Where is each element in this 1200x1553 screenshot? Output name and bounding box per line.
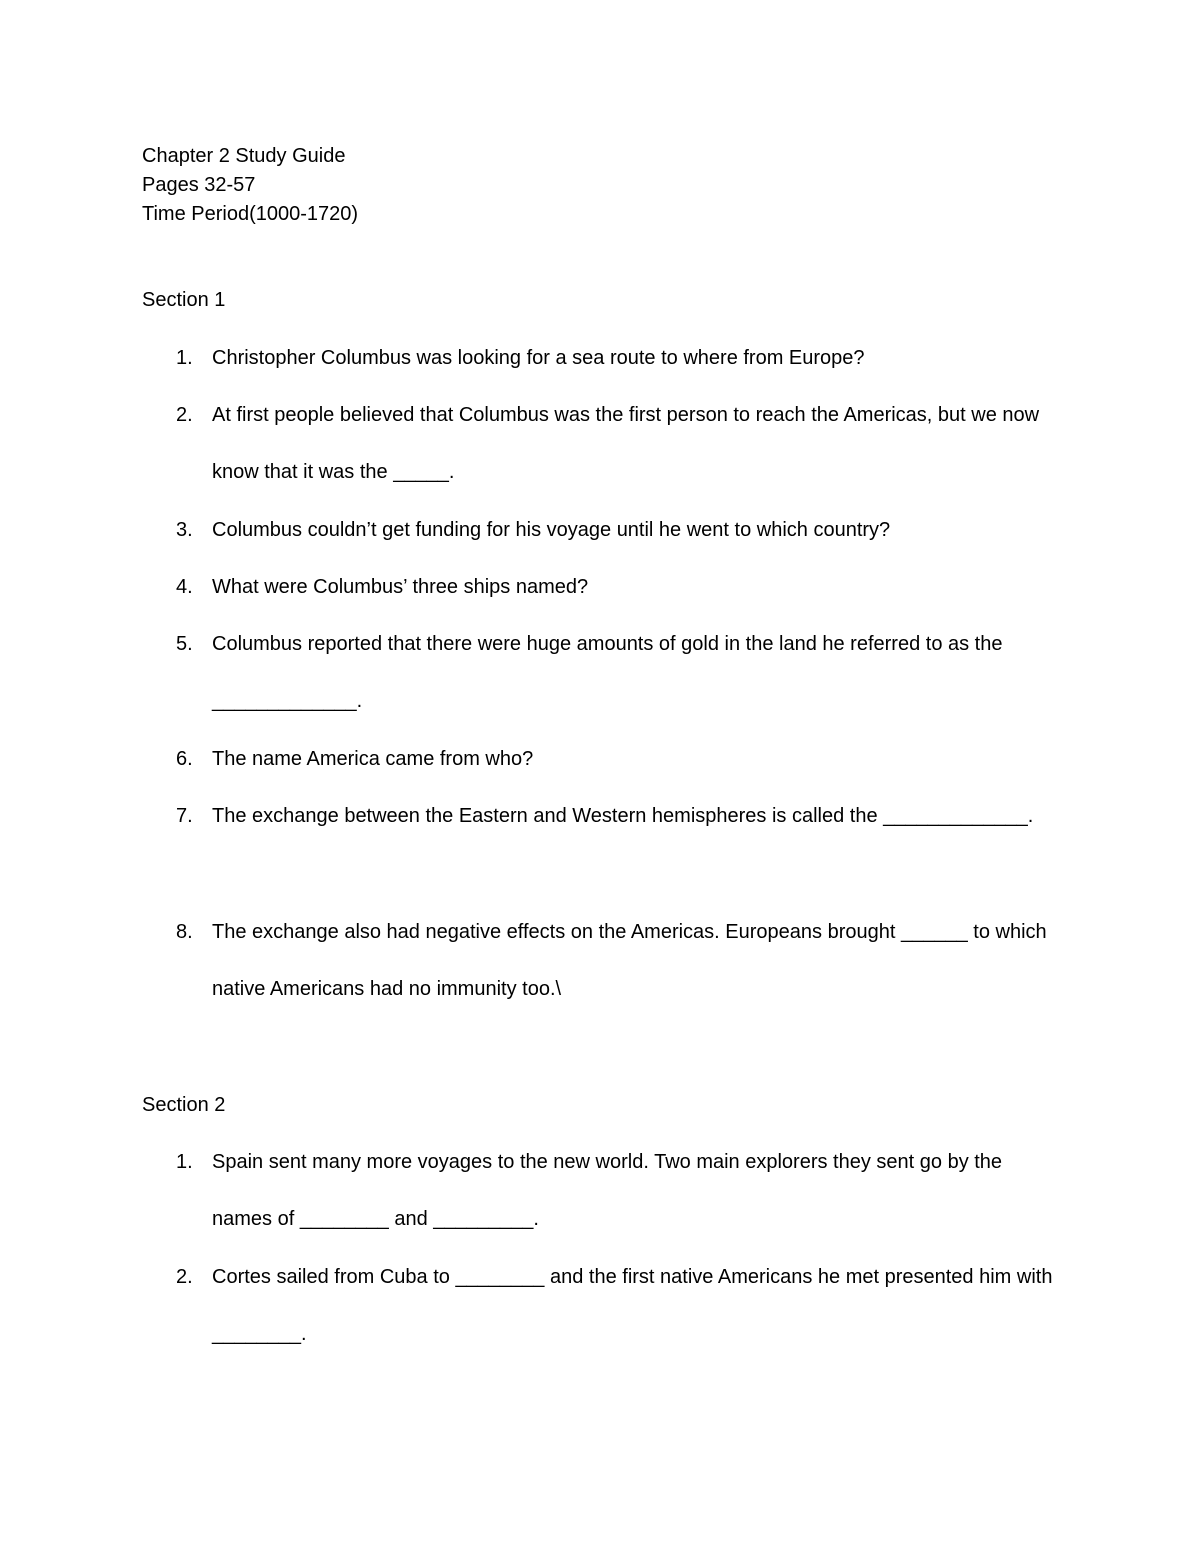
question-number: 8.	[176, 921, 193, 943]
question-text: At first people believed that Columbus was the first person to reach the Americas, but we now know that it was the _____.	[212, 404, 1040, 483]
question-number: 3.	[176, 519, 193, 541]
question-number: 1.	[176, 347, 193, 369]
time-period: Time Period(1000-1720)	[142, 203, 359, 225]
question-number: 2.	[176, 1266, 193, 1288]
question-text: The exchange between the Eastern and Western hemispheres is called the _____________.	[212, 805, 1034, 827]
question-text: Christopher Columbus was looking for a sea route to where from Europe?	[212, 347, 865, 369]
question-text: Cortes sailed from Cuba to ________ and the first native Americans he met presented him with ________.	[212, 1266, 1053, 1345]
question-text: The exchange also had negative effects on the Americas. Europeans brought ______ to which native Americans had no immunity too.\	[212, 921, 1047, 1000]
question-text: Columbus reported that there were huge amounts of gold in the land he referred to as the _____________.	[212, 633, 1003, 712]
question-number: 5.	[176, 633, 193, 655]
question-number: 1.	[176, 1151, 193, 1173]
document-header	[142, 142, 358, 229]
question-number: 4.	[176, 576, 193, 598]
page-range: Pages 32-57	[142, 174, 256, 196]
question-text: The name America came from who?	[212, 748, 534, 770]
section-2-heading: Section 2	[142, 1094, 226, 1116]
question-number: 6.	[176, 748, 193, 770]
question-text: What were Columbus’ three ships named?	[212, 576, 589, 598]
question-text: Spain sent many more voyages to the new world. Two main explorers they sent go by the names of ________ and _________.	[212, 1151, 1003, 1230]
section-1-heading: Section 1	[142, 289, 226, 311]
question-number: 7.	[176, 805, 193, 827]
question-number: 2.	[176, 404, 193, 426]
document-title: Chapter 2 Study Guide	[142, 145, 346, 167]
question-text: Columbus couldn’t get funding for his voyage until he went to which country?	[212, 519, 891, 541]
